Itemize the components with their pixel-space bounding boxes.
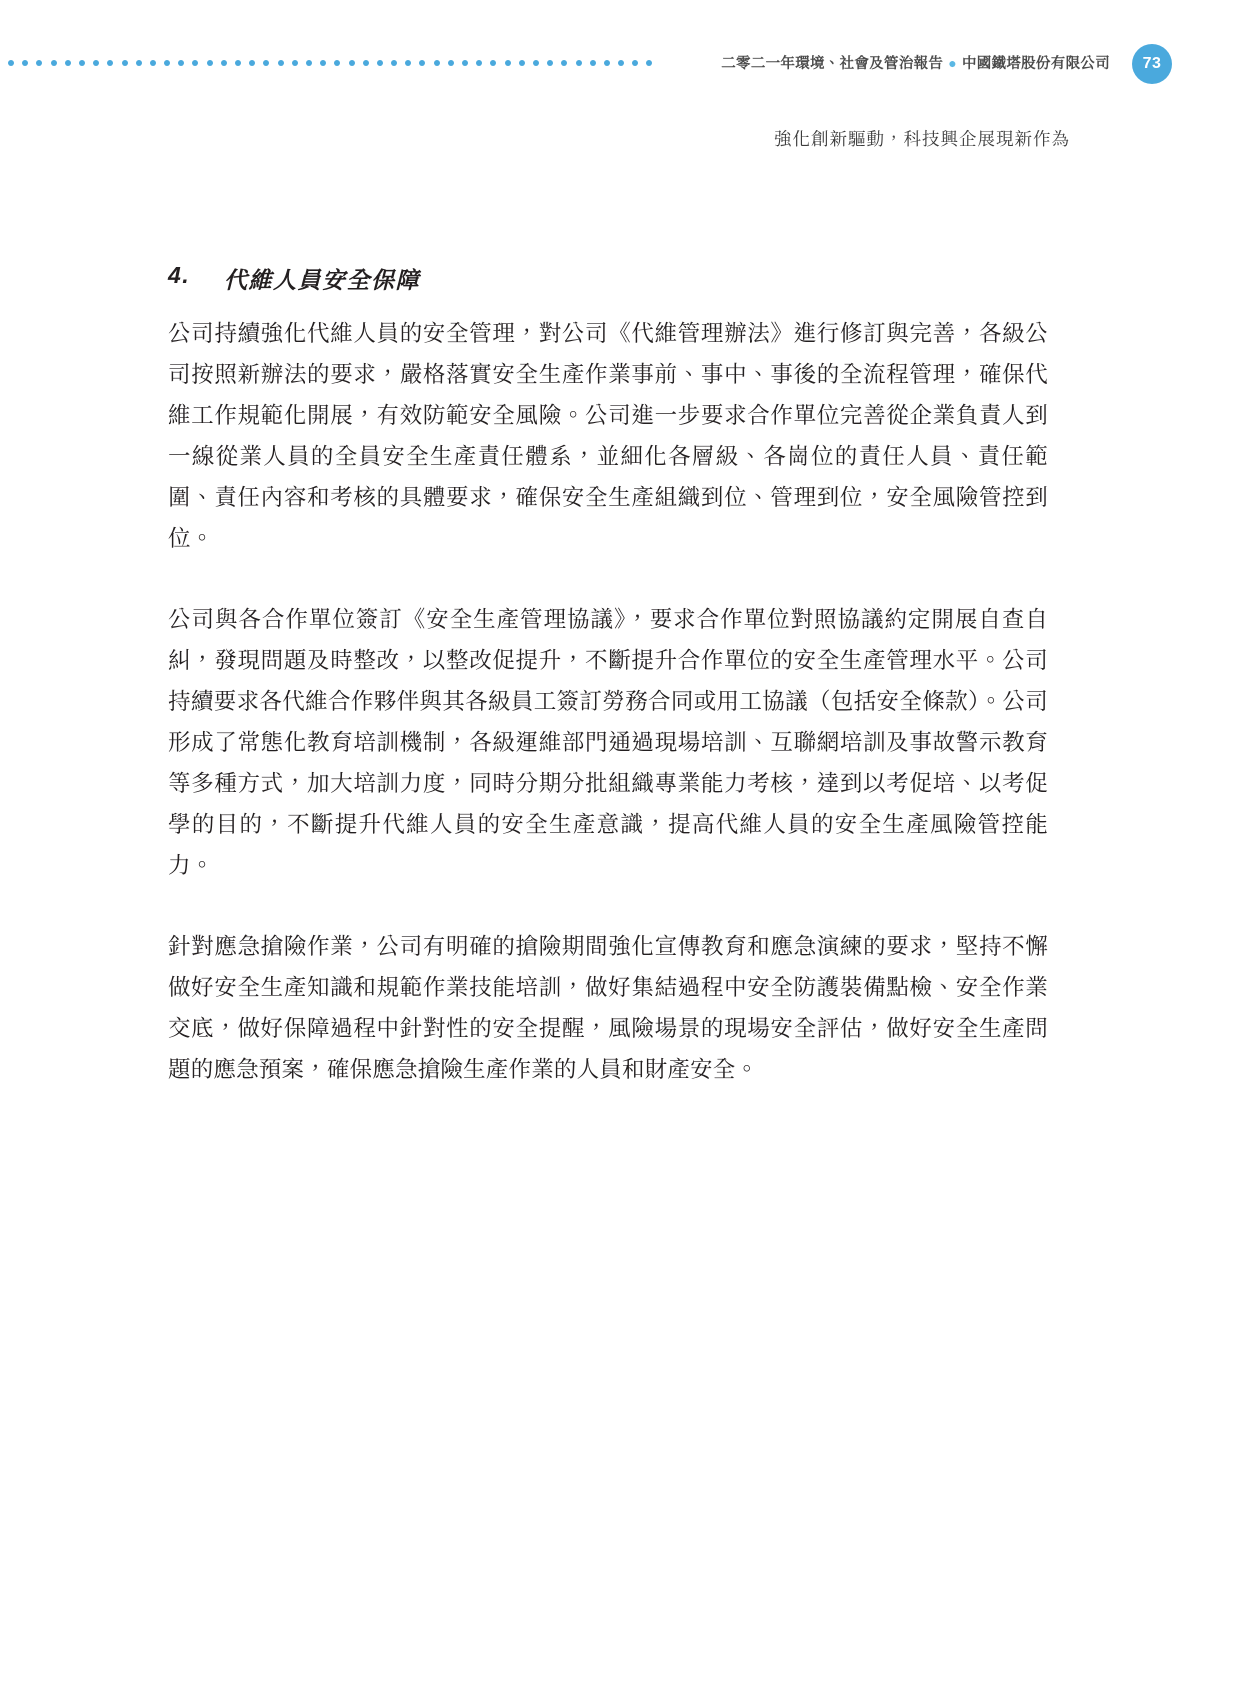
dotted-rule-decoration [8,60,653,66]
rule-dot-icon [51,60,57,66]
running-chapter-title: 強化創新驅動，科技興企展現新作為 [774,129,1070,149]
body-paragraph: 公司與各合作單位簽訂《安全生產管理協議》，要求合作單位對照協議約定開展自查自糾，發現問題及時整改，以整改促提升，不斷提升合作單位的安全生產管理水平。公司持續要求各代維合作夥伴與其各級員工簽訂勞務合同或用工協議（包括安全條款）。公司形成了常態化教育培訓機制，各級運維部門通過現場培訓、互聯網培訓及事故警示教育等多種方式，加大培訓力度，同時分期分批組織專業能力考核，達到以考促培、以考促學的目的，不斷提升代維人員的安全生產意識，提高代維人員的安全生產風險管控能力。 [168,607,1048,878]
rule-dot-icon [292,60,298,66]
rule-dot-icon [122,60,128,66]
rule-dot-icon [505,60,511,66]
header-company-name: 中國鐵塔股份有限公司 [962,56,1110,72]
rule-dot-icon [235,60,241,66]
rule-dot-icon [462,60,468,66]
bullet-separator-icon: ● [948,55,957,71]
header-report-title: 二零二一年環境、社會及管治報告 [721,56,944,72]
rule-dot-icon [22,60,28,66]
rule-dot-icon [547,60,553,66]
rule-dot-icon [249,60,255,66]
page-header [0,44,1240,84]
rule-dot-icon [363,60,369,66]
rule-dot-icon [334,60,340,66]
main-content [168,262,1048,1090]
rule-dot-icon [419,60,425,66]
rule-dot-icon [320,60,326,66]
rule-dot-icon [590,60,596,66]
rule-dot-icon [136,60,142,66]
rule-dot-icon [207,60,213,66]
rule-dot-icon [192,60,198,66]
rule-dot-icon [618,60,624,66]
rule-dot-icon [79,60,85,66]
rule-dot-icon [576,60,582,66]
rule-dot-icon [519,60,525,66]
rule-dot-icon [107,60,113,66]
rule-dot-icon [263,60,269,66]
rule-dot-icon [490,60,496,66]
rule-dot-icon [178,60,184,66]
rule-dot-icon [377,60,383,66]
rule-dot-icon [405,60,411,66]
body-paragraph: 公司持續強化代維人員的安全管理，對公司《代維管理辦法》進行修訂與完善，各級公司按照新辦法的要求，嚴格落實安全生產作業事前、事中、事後的全流程管理，確保代維工作規範化開展，有效防範安全風險。公司進一步要求合作單位完善從企業負責人到一線從業人員的全員安全生產責任體系，並細化各層級、各崗位的責任人員、責任範圍、責任內容和考核的具體要求，確保安全生產組織到位、管理到位，安全風險管控到位。 [168,321,1048,551]
rule-dot-icon [476,60,482,66]
rule-dot-icon [221,60,227,66]
section-heading [168,262,1048,295]
section-number: 4. [168,262,191,288]
rule-dot-icon [93,60,99,66]
rule-dot-icon [349,60,355,66]
rule-dot-icon [306,60,312,66]
header-report-info [721,52,1110,73]
rule-dot-icon [561,60,567,66]
rule-dot-icon [632,60,638,66]
rule-dot-icon [448,60,454,66]
rule-dot-icon [391,60,397,66]
rule-dot-icon [8,60,14,66]
rule-dot-icon [150,60,156,66]
rule-dot-icon [646,60,652,66]
rule-dot-icon [278,60,284,66]
section-title: 代維人員安全保障 [224,267,420,293]
rule-dot-icon [36,60,42,66]
rule-dot-icon [164,60,170,66]
rule-dot-icon [65,60,71,66]
rule-dot-icon [604,60,610,66]
body-paragraph: 針對應急搶險作業，公司有明確的搶險期間強化宣傳教育和應急演練的要求，堅持不懈做好安全生產知識和規範作業技能培訓，做好集結過程中安全防護裝備點檢、安全作業交底，做好保障過程中針對性的安全提醒，風險場景的現場安全評估，做好安全生產問題的應急預案，確保應急搶險生產作業的人員和財產安全。 [168,934,1048,1082]
page-number-badge: 73 [1132,44,1172,84]
rule-dot-icon [434,60,440,66]
rule-dot-icon [533,60,539,66]
